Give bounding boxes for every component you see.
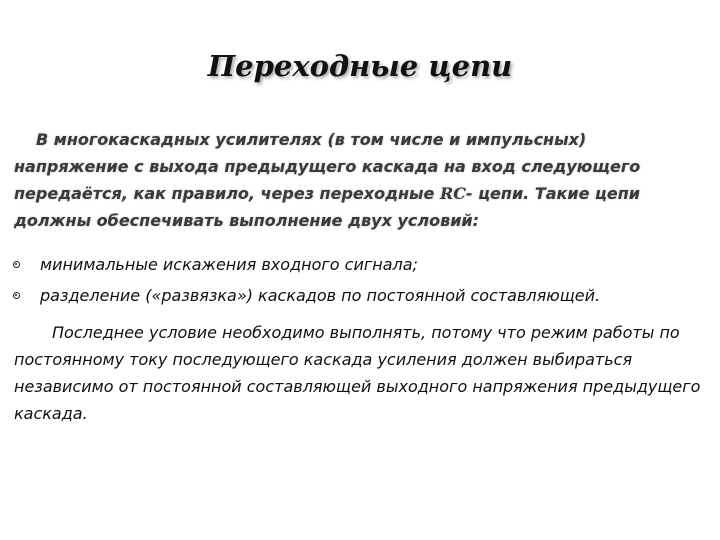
- list-item: [0, 280, 700, 311]
- bullet-icon: [13, 292, 20, 299]
- bullet-icon: [13, 261, 20, 268]
- list-item-text: разделение («развязка») каскадов по постоянной составляющей.: [40, 286, 601, 305]
- intro-text-after: - цепи. Такие цепи должны обеспечивать выполнение двух условий:: [14, 184, 640, 230]
- conclusion-text: Последнее условие необходимо выполнять, потому что режим работы по постоянному току последующего каскада усиления должен выбираться независимо от постоянной составляющей выходного напряжения предыдущего каскада.: [14, 323, 701, 423]
- intro-text-before: В многокаскадных усилителях (в том числе и импульсных) напряжение с выхода предыдущего каскада на вход следующего передаётся, как правило, через переходные: [14, 130, 641, 203]
- slide-title: Переходные цепи: [207, 49, 513, 83]
- rc-term: RC: [439, 184, 466, 203]
- list-item: [0, 249, 700, 280]
- intro-paragraph: [14, 126, 694, 234]
- conclusion-paragraph: [14, 319, 704, 427]
- list-item-text: минимальные искажения входного сигнала;: [40, 255, 418, 274]
- conditions-list: [0, 249, 700, 311]
